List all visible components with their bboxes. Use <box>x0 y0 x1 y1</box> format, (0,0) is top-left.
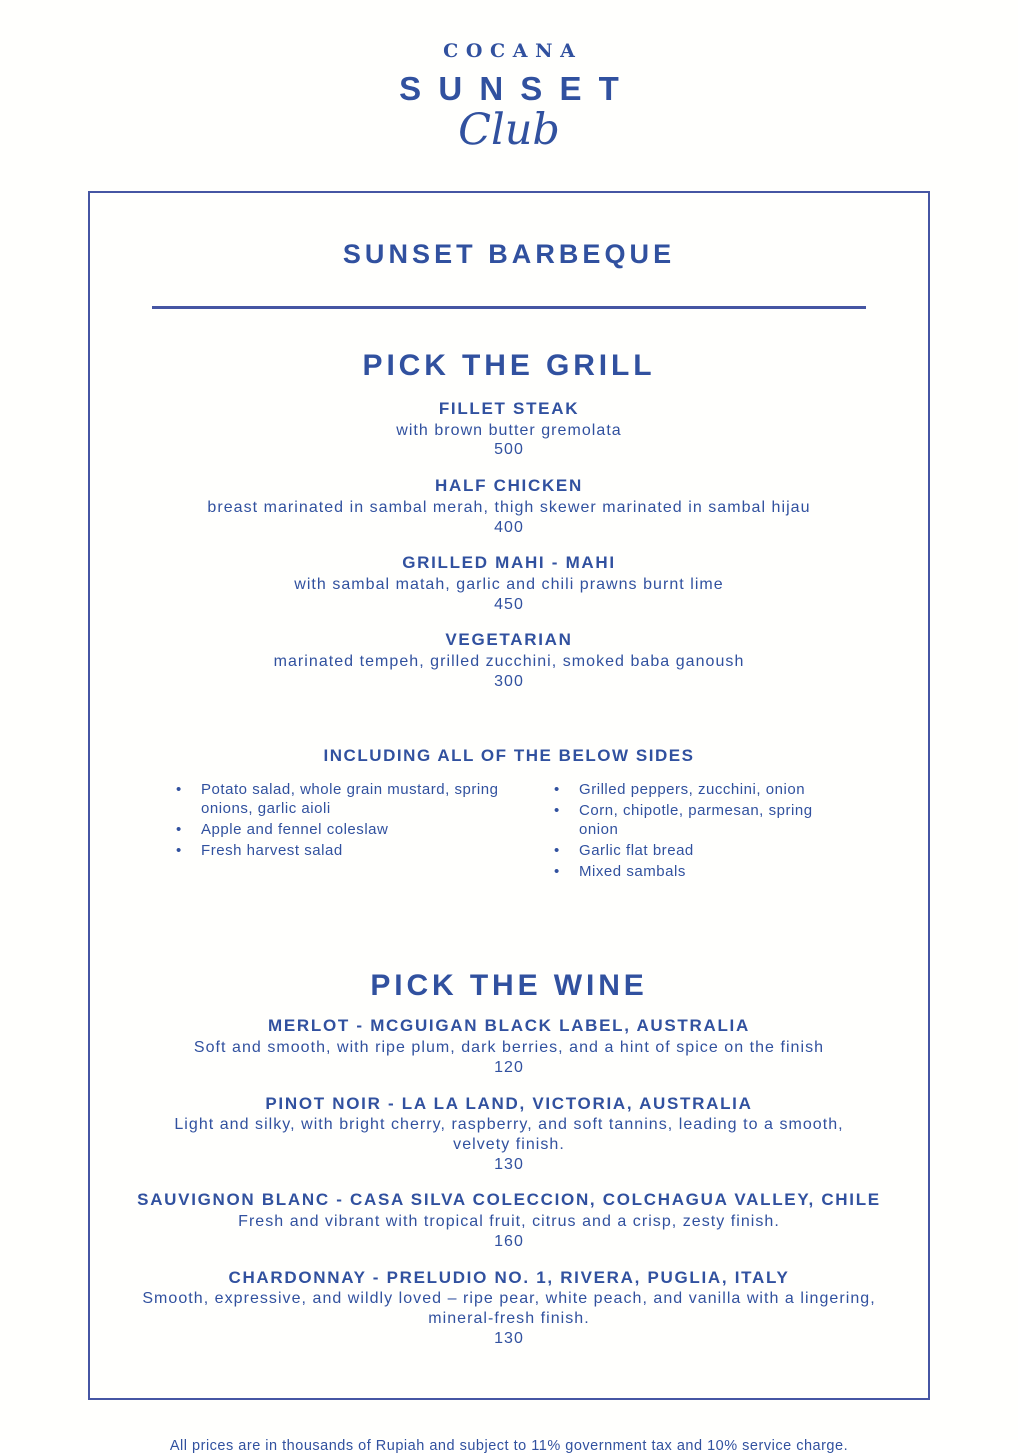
wine-item-desc: Soft and smooth, with ripe plum, dark berries, and a hint of spice on the finish <box>193 1038 825 1056</box>
wine-section-heading: PICK THE WINE <box>370 969 648 1003</box>
side-item: • Corn, chipotle, parmesan, spring onion <box>549 801 847 839</box>
grill-item-desc: marinated tempeh, grilled zucchini, smoked baba ganoush <box>273 652 745 670</box>
wine-item <box>130 1189 888 1251</box>
side-item: • Fresh harvest salad <box>171 841 503 860</box>
grill-item-name: FILLET STEAK <box>438 399 580 419</box>
wine-item-price: 160 <box>494 1232 524 1250</box>
divider-line <box>152 306 866 309</box>
wine-item-price: 130 <box>494 1155 524 1173</box>
grill-item-price: 300 <box>494 672 524 690</box>
logo <box>0 0 1018 153</box>
wine-item-name: MERLOT - MCGUIGAN BLACK LABEL, AUSTRALIA <box>268 1016 750 1036</box>
grill-section-heading: PICK THE GRILL <box>362 349 656 383</box>
wine-item-desc: Fresh and vibrant with tropical fruit, citrus and a crisp, zesty finish. <box>238 1212 780 1230</box>
menu-card <box>88 191 930 1400</box>
logo-script-text: Club <box>458 105 560 155</box>
menu-title: SUNSET BARBEQUE <box>342 239 676 270</box>
wine-item-name: SAUVIGNON BLANC - CASA SILVA COLECCION, COLCHAGUA VALLEY, CHILE <box>137 1190 881 1210</box>
grill-item-name: VEGETARIAN <box>445 630 573 650</box>
wine-item-price: 130 <box>494 1329 524 1347</box>
grill-item-desc: with sambal matah, garlic and chili prawns burnt lime <box>294 575 724 593</box>
wine-item <box>130 1015 888 1077</box>
grill-item-name: HALF CHICKEN <box>435 476 583 496</box>
wine-item <box>130 1093 888 1175</box>
side-item: • Mixed sambals <box>549 862 847 881</box>
grill-item-price: 500 <box>494 441 524 459</box>
side-item: • Potato salad, whole grain mustard, spring onions, garlic aioli <box>171 780 503 818</box>
grill-item <box>130 398 888 460</box>
grill-item-price: 400 <box>494 518 524 536</box>
grill-item <box>130 629 888 691</box>
sides-columns <box>130 780 888 884</box>
wine-item-desc: Smooth, expressive, and wildly loved – ripe pear, white peach, and vanilla with a lingering, mineral-fresh finish. <box>142 1290 876 1327</box>
side-item: • Garlic flat bread <box>549 841 847 860</box>
grill-item-name: GRILLED MAHI - MAHI <box>402 553 616 573</box>
wine-item-name: PINOT NOIR - LA LA LAND, VICTORIA, AUSTRALIA <box>265 1093 753 1113</box>
grill-item <box>130 475 888 537</box>
sides-heading: INCLUDING ALL OF THE BELOW SIDES <box>323 745 695 765</box>
logo-brand-text: COCANA <box>443 40 583 62</box>
wine-item-name: CHARDONNAY - PRELUDIO NO. 1, RIVERA, PUGLIA, ITALY <box>228 1267 790 1287</box>
grill-item-desc: with brown butter gremolata <box>396 421 622 439</box>
sides-list-left <box>171 780 503 884</box>
wine-item-price: 120 <box>494 1058 524 1076</box>
wine-item <box>130 1267 888 1349</box>
side-item: • Apple and fennel coleslaw <box>171 820 503 839</box>
sides-section <box>130 746 888 884</box>
grill-item-price: 450 <box>494 595 524 613</box>
footer-note: All prices are in thousands of Rupiah and subject to 11% government tax and 10% service charge. <box>169 1438 849 1454</box>
wine-item-desc: Light and silky, with bright cherry, raspberry, and soft tannins, leading to a smooth, velvety finish. <box>174 1115 844 1153</box>
grill-item <box>130 552 888 614</box>
grill-item-desc: breast marinated in sambal merah, thigh skewer marinated in sambal hijau <box>207 498 811 516</box>
sides-list-right <box>549 780 847 884</box>
logo-title-text: SUNSET <box>399 70 636 107</box>
side-item: • Grilled peppers, zucchini, onion <box>549 780 847 799</box>
